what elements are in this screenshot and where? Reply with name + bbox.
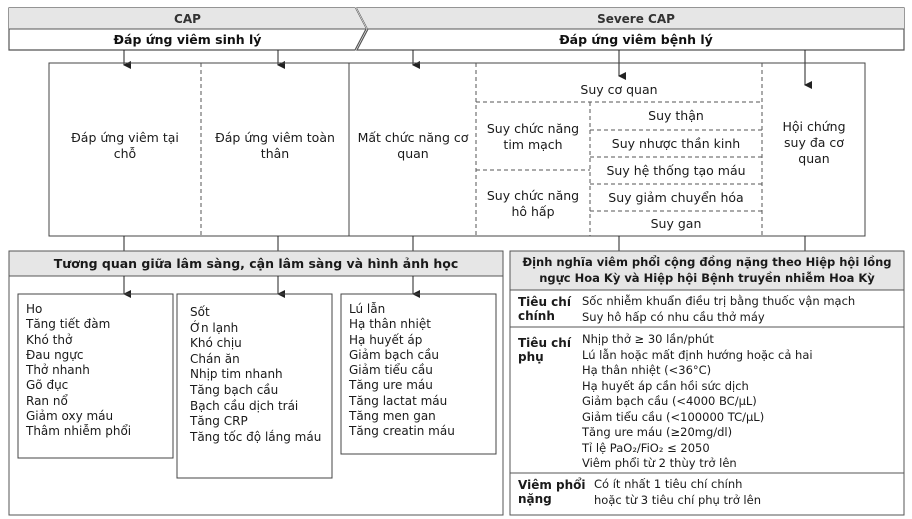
definition-title-line: Định nghĩa viêm phổi cộng đồng nặng theo Hiệp hội lồng (522, 255, 892, 269)
list-item: Tỉ lệ PaO₂/FiO₂ ≤ 2050 (582, 440, 710, 455)
list-item: Giảm oxy máu (26, 409, 114, 424)
organ-failure-box: Suy cơ quan (580, 82, 658, 97)
minor-criteria-label (518, 336, 584, 364)
severe-pneumonia-label (518, 478, 590, 506)
definition-title-line: ngực Hoa Kỳ và Hiệp hội Bệnh truyền nhiễm Hoa Kỳ (539, 271, 875, 285)
list-item: Khó chịu (190, 336, 242, 351)
label-line: Viêm phổi (518, 478, 586, 492)
list-item: Tăng lactat máu (349, 393, 448, 408)
list-item: Có ít nhất 1 tiêu chí chính (594, 477, 743, 491)
definition-title (510, 254, 904, 288)
label-line: Tiêu chí (518, 336, 571, 350)
mods-box: Hội chứng suy đa cơ quan (782, 119, 846, 166)
list-item: Nhịp thở ≥ 30 lần/phút (582, 332, 714, 346)
list-item: Lú lẫn hoặc mất định hướng hoặc cả hai (582, 347, 813, 362)
cap-label: CAP (174, 11, 201, 26)
list-item: Bạch cầu dịch trái (190, 398, 299, 413)
organ-dysfunction-signs-list (341, 297, 496, 453)
organ-failure-item: Suy nhược thần kinh (611, 135, 741, 151)
cap-response-label: Đáp ứng viêm sinh lý (113, 32, 262, 47)
list-item: Tăng bạch cầu (190, 382, 279, 397)
organ-dysfunction-box: Mất chức năng cơ quan (357, 130, 469, 161)
list-item: Tăng men gan (349, 409, 436, 424)
list-item: Giảm bạch cầu (349, 347, 440, 362)
list-item: Suy hô hấp có nhu cầu thở máy (582, 309, 765, 324)
list-item: Chán ăn (190, 351, 240, 366)
list-item: Sốt (190, 305, 210, 319)
systemic-inflammation-box: Đáp ứng viêm toàn thân (215, 130, 335, 161)
list-item: Ran nổ (26, 393, 68, 408)
list-item: Hạ huyết áp cần hồi sức dịch (582, 378, 749, 393)
severe-cap-label: Severe CAP (597, 11, 675, 26)
organ-failure-item: Suy gan (650, 215, 702, 231)
respiratory-failure-box: Suy chức năng hô hấp (486, 188, 580, 219)
label-line: chính (518, 309, 555, 323)
respiratory-signs-list (18, 297, 173, 457)
list-item: Tăng tiết đàm (26, 317, 111, 332)
list-item: Giảm tiểu cầu (<100000 TC/µL) (582, 409, 765, 424)
organ-failure-item: Suy hệ thống tạo máu (606, 162, 746, 178)
cardiovascular-failure-box: Suy chức năng tim mạch (486, 121, 580, 152)
list-item: Viêm phổi từ 2 thùy trở lên (582, 456, 737, 470)
list-item: Thâm nhiễm phổi (26, 424, 132, 439)
list-item: hoặc từ 3 tiêu chí phụ trở lên (594, 492, 761, 507)
label-line: nặng (518, 492, 552, 506)
list-item: Gõ đục (26, 378, 69, 393)
major-criteria-list (582, 294, 900, 325)
label-line: Tiêu chí (518, 295, 571, 309)
list-item: Lú lẫn (349, 302, 386, 316)
organ-failure-item: Suy thận (648, 108, 704, 123)
list-item: Nhịp tim nhanh (190, 367, 283, 382)
list-item: Tăng tốc độ lắng máu (190, 429, 322, 444)
list-item: Sốc nhiễm khuẩn điều trị bằng thuốc vận mạch (582, 294, 856, 308)
organ-failure-item: Suy giảm chuyển hóa (608, 189, 744, 205)
list-item: Tăng creatin máu (349, 424, 455, 439)
list-item: Tăng ure máu (349, 378, 433, 393)
list-item: Giảm bạch cầu (<4000 BC/µL) (582, 394, 757, 408)
list-item: Tăng CRP (190, 414, 248, 429)
minor-criteria-list (582, 332, 900, 472)
list-item: Ớn lạnh (190, 320, 239, 335)
list-item: Hạ thân nhiệt (<36°C) (582, 363, 712, 377)
list-item: Khó thở (26, 332, 73, 347)
list-item: Đau ngực (26, 347, 84, 362)
list-item: Hạ huyết áp (349, 332, 423, 347)
list-item: Tăng ure máu (≥20mg/dl) (582, 425, 733, 439)
correlation-title: Tương quan giữa lâm sàng, cận lâm sàng và hình ảnh học (53, 256, 459, 271)
severe-cap-response-label: Đáp ứng viêm bệnh lý (559, 32, 713, 47)
label-line: phụ (518, 350, 544, 364)
major-criteria-label (518, 295, 584, 323)
local-inflammation-box: Đáp ứng viêm tại chỗ (71, 130, 179, 161)
list-item: Giảm tiểu cầu (349, 363, 433, 378)
severe-pneumonia-criteria (594, 477, 900, 508)
list-item: Ho (26, 302, 43, 316)
list-item: Thở nhanh (26, 363, 90, 378)
systemic-signs-list (177, 300, 332, 476)
list-item: Hạ thân nhiệt (349, 317, 431, 332)
